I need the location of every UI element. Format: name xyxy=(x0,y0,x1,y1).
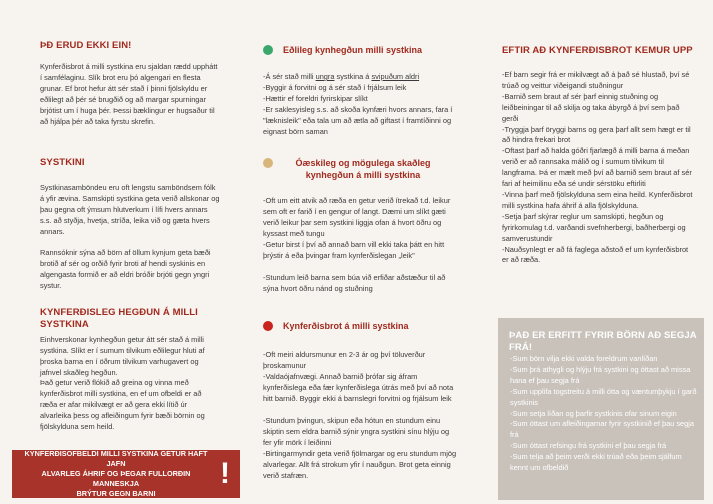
after-item-5: -Vinna þarf með fjölskylduna sem eina heild. Kynferðisbrot milli systkina hafa áhrif á alla fjölskylduna. xyxy=(502,189,693,210)
intro-paragraph: Kynferðisbrot á milli systkina eru sjaldan rædd upphátt í samfélaginu. Slík brot eru þó algengari en flesta grunar. Ef brot hefur átt sér stað í þinni fjölskyldu er eðlilegt að þér sé brugðið og að margar spurningar brjótist um í huga þér. Þessi bæklingur er hugsaður til að hjálpa þér að taka fyrstu skrefin. xyxy=(40,62,218,126)
normal-line-1: -Á sér stað milli ungra systkina á svipuðum aldri xyxy=(263,72,420,81)
list-item: -Sum setja líðan og þarfir systkinis ofar sinum eigin xyxy=(510,408,677,418)
after-item-4: -Oftast þarf að halda góðri fjarlægð á milli barna á meðan verið er að rannsaka málið og í sumum tilvikum til langframa. Þá er mælt með því að barnið sem braut af sér fari af heimilinu eða sé undir sérstöku eftirliti xyxy=(502,146,692,189)
behavior-paragraph-2: Það getur verið flókið að greina og vinna með kynferðisbrot milli systkina, en ef um ofbeldi er að ræða er afar mikilvægt er að gera ekki lítið úr alvarleika þess og afleiðingum fyrir bæði börnin og fjölskylduna sem heild. xyxy=(40,378,205,431)
after-item-7: -Nauðsynlegt er að fá faglega aðstoð ef um kynferðisbrot er að ræða. xyxy=(502,244,689,265)
unwanted-behavior-heading: Óæskileg og mögulega skaðleg kynhegðun á milli systkina xyxy=(295,158,431,180)
list-item: -Sum börn vilja ekki valda foreldrum vanlíðan xyxy=(510,354,658,363)
after-offense-list xyxy=(502,70,694,266)
hard-to-tell-box xyxy=(498,318,704,500)
hard-to-tell-list xyxy=(510,354,698,474)
list-item: -Sum óttast um afleiðingarnar fyrir systkinið ef þau segja frá xyxy=(510,419,695,440)
heading-sexual-behavior: KYNFERÐISLEG HEGÐUN Á MILLI SYSTKINA xyxy=(40,307,198,330)
list-item: -Sum óttast refsingu frá systkini ef þau segja frá xyxy=(510,441,667,451)
offense-heading: Kynferðisbrot á milli systkina xyxy=(283,321,409,331)
offense-line-3: -Stundum þvingun, skipun eða hótun en stundum einu skiptin sem eldra barnið sýnir yngra systkini sínu hlýju og fer yfir mörk í leiðinni xyxy=(263,416,450,447)
red-dot-icon xyxy=(263,321,273,331)
offense-header xyxy=(263,320,463,332)
banner-text: KYNFERÐISOFBELDI MILLI SYSTKINA GETUR HAFT JAFN ALVARLEG ÁHRIF OG ÞEGAR FULLORÐIN MANNESKJA BRÝTUR GEGN BARNI xyxy=(24,449,208,498)
after-item-6: -Setja þarf skýrar reglur um samskipti, hegðun og fyrirkomulag t.d. varðandi svefnherbergi, baðherbergi og samverustundir xyxy=(502,211,686,243)
siblings-paragraph-1: Systkinasamböndeu eru oft lengstu samböndsem fólk á yfir ævina. Samskipti systkina geta verið allskonar og þau gegna oft ýmsum hlutverkum í lífi hvers annars s.s. að styðja, hvetja, stríða, leika við og gæta hvers annars. xyxy=(40,183,220,236)
normal-behavior-heading: Eðlileg kynhegðun milli systkina xyxy=(283,45,423,55)
siblings-paragraph-2: Rannsóknir sýna að börn af öllum kynjum geta bæði brotið af sér og orðið fyrir broti af hendi syskinis en algengasta formið er að eldri bróðir brjóti gegn yngri systur. xyxy=(40,248,211,290)
normal-line-3: -Hættir ef foreldri fyrirskipar slíkt xyxy=(263,94,368,103)
normal-behavior-header xyxy=(263,44,463,56)
unwanted-line-2: -Getur birst í því að annað barn vill ekki taka þátt en hitt þrýstir á eða þvingar fram kynferðislegan „leik" xyxy=(263,240,445,260)
offense-line-1: -Oft meiri aldursmunur en 2-3 ár og því töluverður þroskamunur xyxy=(263,350,426,370)
normal-line-4: -Er saklesyisleg s.s. að skoða kynfæri hvors annars, fara í "læknisleik" eða tala um að ætla að giftast í framtíðinni og eignast börn saman xyxy=(263,105,453,136)
after-item-1: -Ef barn segir frá er mikilvægt að á það sé hlustað, því sé trúað og veittur viðeigandi stuðningur xyxy=(502,70,690,90)
after-item-3: -Tryggja þarf öryggi barns og gera þarf allt sem hægt er til að hindra frekari brot xyxy=(502,124,691,145)
unwanted-line-3: -Stundum leið barna sem búa við erfiðar aðstæður til að sýna hvort öðru nánd og stuðning xyxy=(263,273,446,293)
heading-after-offense: EFTIR AÐ KYNFERÐISBROT KEMUR UPP xyxy=(502,45,693,56)
green-dot-icon xyxy=(263,45,273,55)
behavior-paragraph-1: Einhverskonar kynhegðun getur átt sér stað á milli systkina. Slíkt er í sumum tilvikum eðlilegur hluti af þroska barna en í öðrum tilvikum varhugavert og jafnvel skaðleg hegðun. xyxy=(40,335,205,377)
offense-line-4: -Birtingarmyndir geta verið fjölmargar og eru stundum mjög alvarlegar. Allt frá strokum yfir í nauðgun. Brot geta einnig verið stafræn. xyxy=(263,449,457,480)
normal-line-2: -Byggir á forvitni og á sér stað í frjálsum leik xyxy=(263,83,407,92)
unwanted-line-1: -Oft um eitt atvik að ræða en getur verið ítrekað t.d. leikur sem oft er farið í en gengur of langt. Dæmi um slíkt gæti verið leikur þar sem systkini liggja ofan á hvort öðru og kyssast með tungu xyxy=(263,196,451,238)
list-item: -Sum telja að þeim verði ekki trúað eða þeim sjálfum kennt um ofbeldið xyxy=(510,452,682,473)
hard-to-tell-heading: ÞAÐ ER ERFITT FYRIR BÖRN AÐ SEGJA FRÁ! xyxy=(509,330,697,353)
offense-line-2: -Valdaójafnvægi. Annað barnið þrófar sig áfram kynferðislega eða fær kynferðislega útrás með því að nota hitt barnið. Byggir ekki á barnslegri forvitni og frjálsum leik xyxy=(263,372,454,403)
warning-banner xyxy=(12,450,240,498)
list-item: -Sum upplifa togstreitu á milli ótta og væntumþykju í garð systkinis xyxy=(510,386,697,407)
exclamation-icon: ! xyxy=(220,457,230,490)
unwanted-behavior-header xyxy=(263,157,463,181)
after-item-2: -Barnið sem braut af sér þarf einnig stuðning og leiðbeiningar til að skilja og taka ábyrgð á því sem það gerði xyxy=(502,91,680,123)
list-item: -Sum þrá athygli og hlýju frá systkini og óttast að missa hana ef þau segja frá xyxy=(510,364,691,385)
heading-siblings: SYSTKINI xyxy=(40,157,85,168)
heading-not-alone: ÞÐ ERUD EKKI EIN! xyxy=(40,40,132,51)
tan-dot-icon xyxy=(263,158,273,168)
